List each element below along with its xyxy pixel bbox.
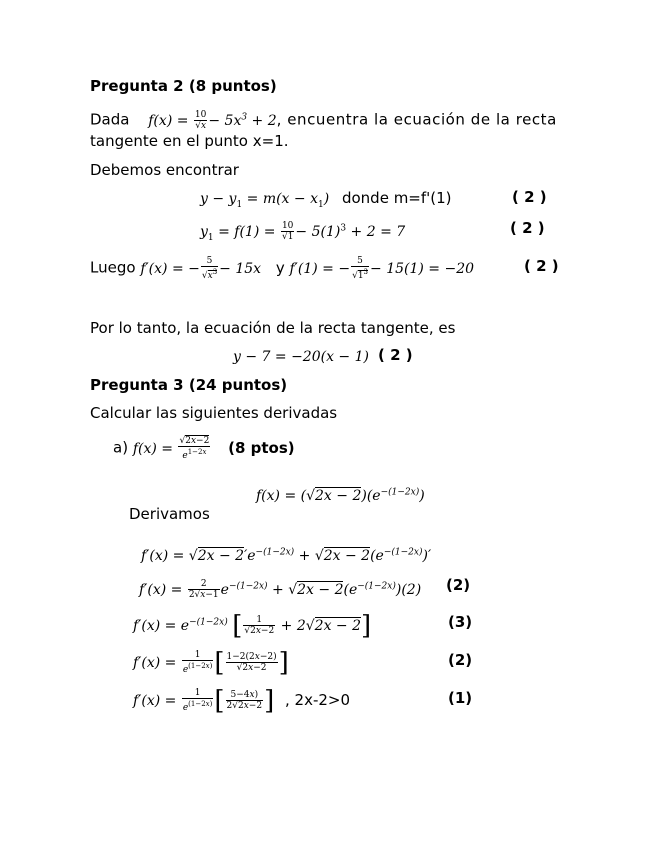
must-find-text: Debemos encontrar [90, 161, 239, 179]
question-2-statement [90, 107, 562, 131]
donde-text: donde m=f'(1) [341, 189, 452, 207]
item-a-label: a) [113, 438, 129, 457]
score-step-5: (1) [448, 689, 473, 707]
statement-rest: , encuentra la ecuación de la recta [276, 110, 557, 129]
function-definition: f(x) = $\frac{10}{√x}$ − $5x^3 + 2$ [148, 110, 277, 132]
derivamos-text: Derivamos [129, 505, 210, 523]
score-1: ( 2 ) [512, 188, 547, 206]
score-2: ( 2 ) [510, 219, 545, 237]
score-4: ( 2 ) [378, 346, 413, 364]
condition-text: , 2x-2>0 [285, 690, 351, 709]
item-a: a) f(x) = $\frac{√2x-2}{e^{1-2x}}$ (8 ptos) [113, 436, 295, 461]
question-2-title: Pregunta 2 (8 puntos) [90, 77, 277, 95]
score-3: ( 2 ) [524, 257, 559, 275]
function-product-form: $f(x) = (√2x - 2)(e^{-(1-2x)})$ [256, 487, 425, 504]
y1-evaluation: $y_1 = f(1)$ = $\frac{10}{√1}$ − $5(1)^3 + 2 = 7$ [200, 221, 406, 243]
item-a-points: (8 ptos) [228, 438, 295, 457]
question-3-intro: Calcular las siguientes derivadas [90, 404, 338, 422]
derivative-step-4: f′(x) = $\frac{1}{e^{(1-2x)}}$ [ $\frac{1-2(2x-2)}{√2x-2}$ ] [133, 647, 289, 678]
statement-line-2: tangente en el punto x=1. [90, 132, 289, 150]
therefore-text: Por lo tanto, la ecuación de la recta tangente, es [90, 319, 456, 337]
question-3-title: Pregunta 3 (24 puntos) [90, 376, 288, 394]
derivative-step-3: $f'(x) = e^{-(1-2x)}$ [ $\frac{1}{√2x-2}$ + 2√2x − 2] [133, 610, 372, 641]
luego-text: Luego [90, 258, 136, 277]
score-step-2: (2) [446, 576, 471, 594]
tangent-equation: y − 7 = −20(x − 1) [233, 349, 369, 365]
y-word: y [275, 258, 285, 277]
score-step-3: (3) [448, 613, 473, 631]
tangent-line-formula: $y - y_1 = m(x - x_1)$ donde m=f'(1) [200, 189, 452, 210]
score-step-4: (2) [448, 651, 473, 669]
derivative-step-1: $f'(x) = √2x - 2'e^{-(1-2x)} + √2x - 2(e^{-(1-2x)})'$ [141, 547, 432, 564]
statement-prefix: Dada [90, 110, 130, 129]
derivative-step-5: f′(x) = $\frac{1}{e^{(1-2x)}}$ [ $\frac{5-4x)}{2√2x-2}$ ] , 2x-2>0 [133, 685, 351, 716]
derivative-line: Luego f′(x) = − $\frac{5}{√x^3}$ − 15x y f′(1) = − $\frac{5}{√1^3}$ − 15(1) = −20 [90, 256, 475, 281]
derivative-step-2: f′(x) = $\frac{2}{2√x-1}$ $e^{-(1-2x)} + √2x - 2(e^{-(1-2x)})(2)$ [139, 579, 422, 601]
